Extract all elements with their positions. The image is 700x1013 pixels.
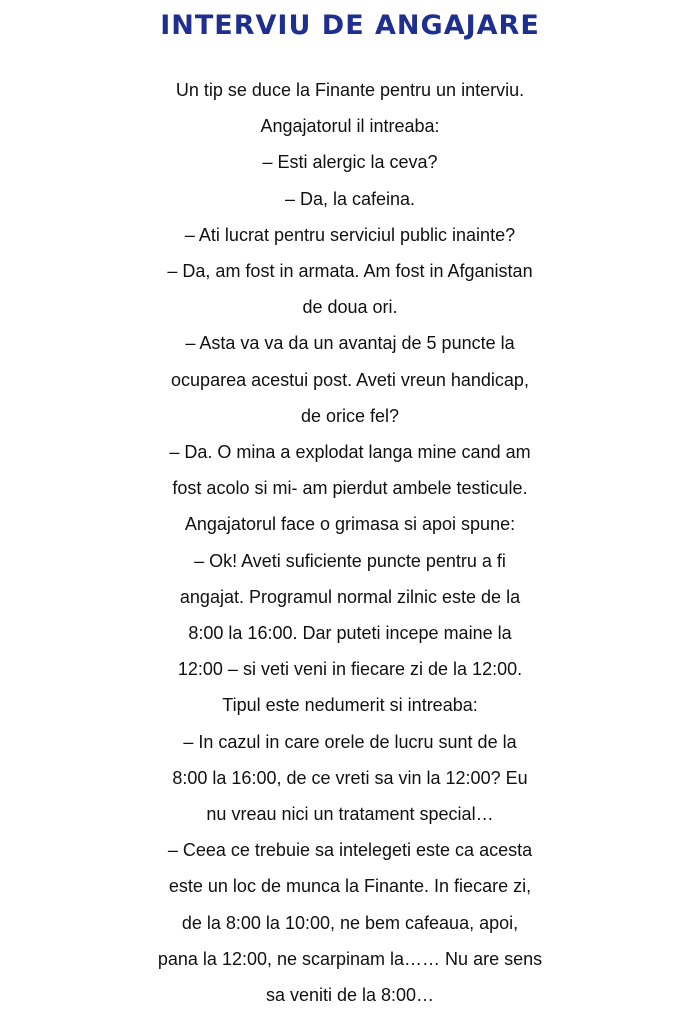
text-line: de orice fel? [300, 405, 400, 426]
document-title: INTERVIU DE ANGAJARE [160, 10, 540, 41]
text-line: – Ceea ce trebuie sa intelegeti este ca acesta [167, 840, 533, 861]
text-line: de la 8:00 la 10:00, ne bem cafeaua, apoi, [181, 912, 519, 933]
text-line: – In cazul in care orele de lucru sunt de la [183, 731, 517, 752]
text-line: – Da. O mina a explodat langa mine cand am [169, 442, 531, 463]
text-line: – Esti alergic la ceva? [262, 152, 438, 173]
text-line: ocuparea acestui post. Aveti vreun handicap, [171, 369, 529, 390]
text-line: fost acolo si mi- am pierdut ambele testicule. [172, 478, 528, 499]
text-line: 12:00 – si veti veni in fiecare zi de la 12:00. [177, 659, 523, 680]
text-line: 8:00 la 16:00, de ce vreti sa vin la 12:00? Eu [172, 767, 528, 788]
text-line: nu vreau nici un tratament special… [206, 804, 494, 825]
text-line: Tipul este nedumerit si intreaba: [222, 695, 478, 716]
text-line: – Ok! Aveti suficiente puncte pentru a fi [194, 550, 506, 571]
text-line: – Da, la cafeina. [284, 188, 416, 209]
text-line: Un tip se duce la Finante pentru un interviu. [175, 80, 525, 100]
text-line: – Ati lucrat pentru serviciul public inainte? [184, 224, 516, 245]
text-line: – Asta va va da un avantaj de 5 puncte la [185, 333, 515, 354]
text-line: Angajatorul face o grimasa si apoi spune: [184, 514, 516, 535]
text-line: pana la 12:00, ne scarpinam la…… Nu are sens [157, 948, 543, 969]
text-line: Angajatorul il intreaba: [260, 116, 440, 137]
text-line: sa veniti de la 8:00… [265, 985, 435, 1006]
joke-body [0, 72, 700, 1013]
text-line: angajat. Programul normal zilnic este de la [179, 586, 521, 607]
text-line: de doua ori. [302, 297, 398, 318]
text-line: este un loc de munca la Finante. In fiecare zi, [168, 876, 532, 897]
text-line: – Da, am fost in armata. Am fost in Afganistan [167, 261, 533, 282]
text-line: 8:00 la 16:00. Dar puteti incepe maine la [188, 623, 512, 644]
